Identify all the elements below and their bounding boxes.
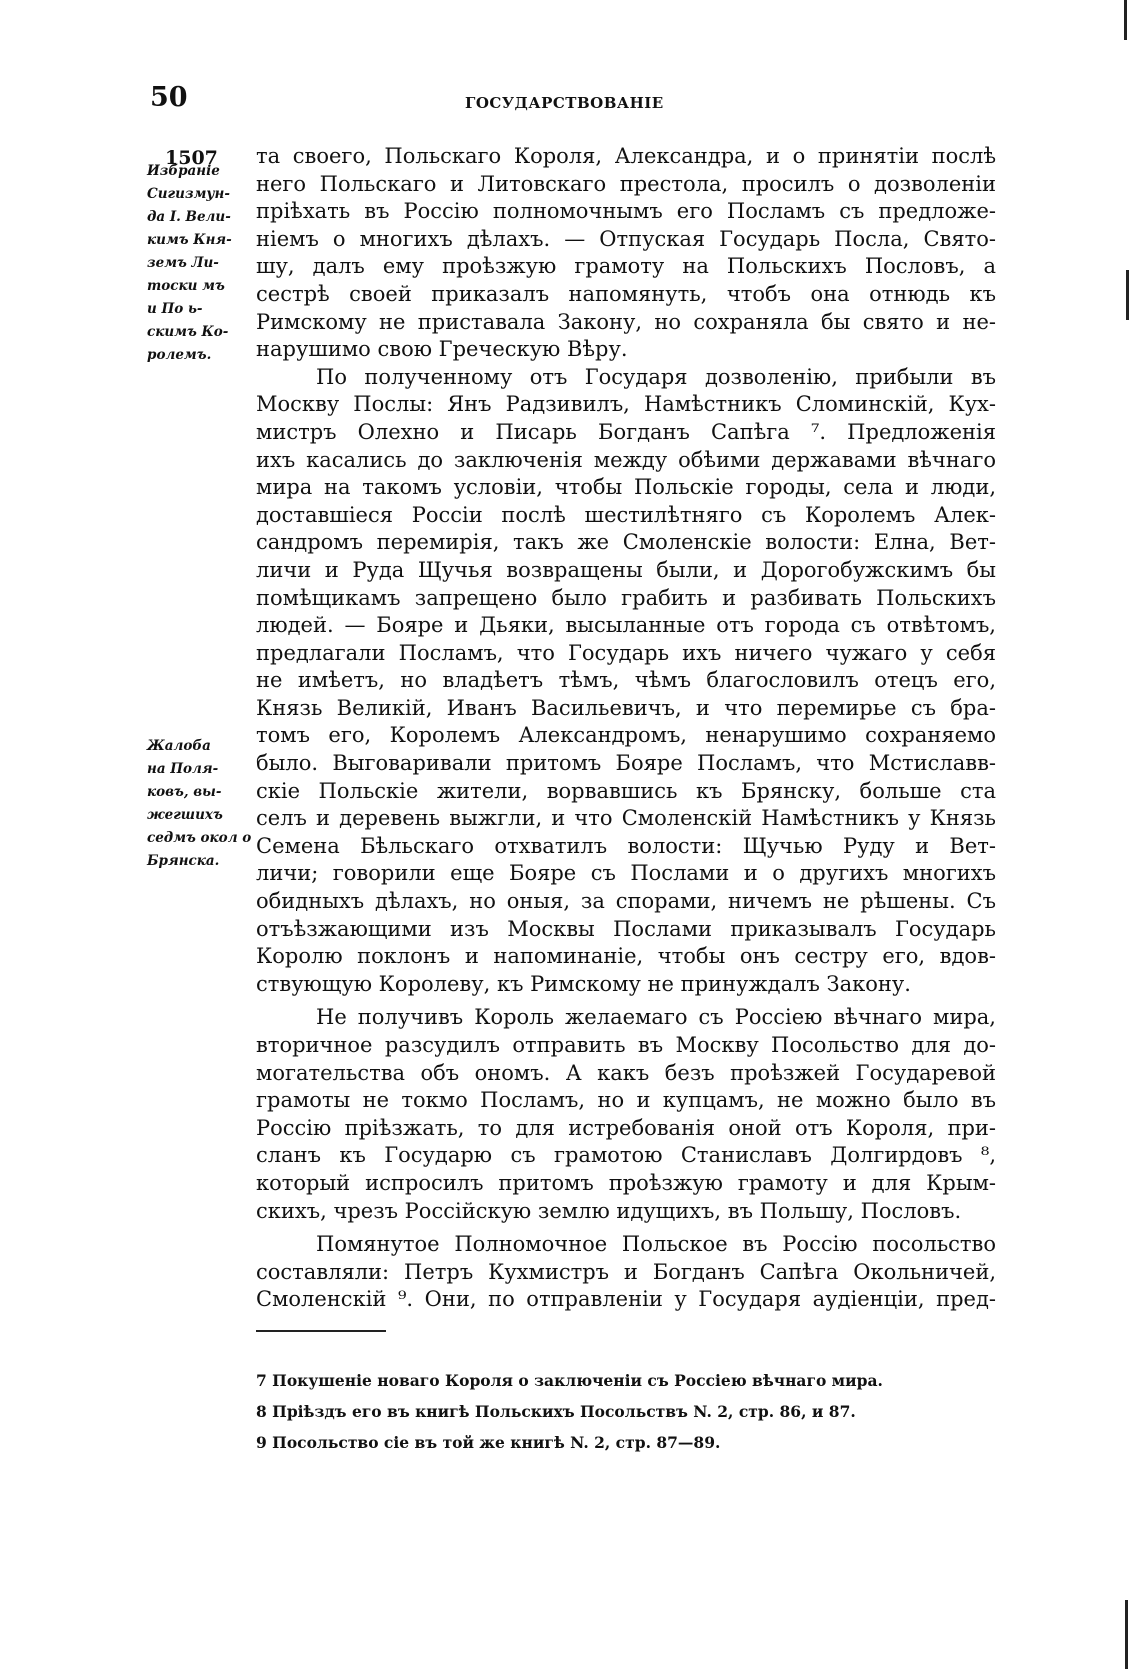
text-line: Семена Бѣльскаго отхватилъ волости: Щучью Руду и Вет- [256,833,996,858]
text-line: помѣщикамъ запрещено было грабить и разбивать Польскихъ [256,585,996,610]
text-line: томъ его, Королемъ Александромъ, ненарушимо сохраняемо [256,723,996,748]
text-line: та своего, Польскаго Короля, Александра, и о принятіи послѣ [256,144,996,168]
main-text [256,143,996,1314]
footnote: 9 Посольство сіе въ той же книгѣ N. 2, стр. 87—89. [256,1433,721,1452]
margin-note-line: жегшихъ [147,807,223,823]
running-head: ГОСУДАРСТВОВАНІЕ [465,94,664,112]
margin-note-line: кимъ Кня- [147,232,232,248]
footnote: 7 Покушеніе новаго Короля о заключеніи съ Россіею вѣчнаго мира. [256,1371,883,1390]
text-line: селъ и деревень выжгли, и что Смоленскій Намѣстникъ у Князь [256,806,996,831]
text-line: нарушимо свою Греческую Вѣру. [256,337,628,362]
text-line: людей. — Бояре и Дьяки, высыланные отъ города съ отвѣтомъ, [256,613,996,638]
footnotes [256,1365,996,1458]
text-line: мистръ Олехно и Писарь Богданъ Сапѣга ⁷. Предложенія [256,419,996,444]
text-line: шу, далъ ему проѣзжую грамоту на Польскихъ Пословъ, а [256,254,996,279]
text-line: ихъ касались до заключенія между обѣими державами вѣчнаго [256,447,996,472]
text-line: личи и Руда Щучья возвращены были, и Дорогобужскимъ бы [256,557,996,582]
text-line: ствующую Королеву, къ Римскому не принуждалъ Закону. [256,971,911,996]
text-line: личи; говорили еще Бояре съ Послами и о другихъ многихъ [256,861,996,886]
text-line: пріѣхать въ Россію полномочнымъ его Посламъ съ предложе- [256,199,996,224]
margin-note-line: Избраніе [147,163,220,179]
text-line: скіе Польскіе жители, ворвавшись къ Брянску, больше ста [256,778,996,803]
margin-note-line: Сигизмун- [147,186,230,202]
text-line: вторичное разсудилъ отправить въ Москву Посольство для до- [256,1033,996,1057]
text-line: который испросилъ притомъ проѣзжую грамоту и для Крым- [256,1170,996,1195]
text-line: него Польскаго и Литовскаго престола, просилъ о дозволеніи [256,171,996,196]
scan-edge-mark [1125,1600,1128,1669]
margin-note-line: седмъ окол о [147,830,252,846]
margin-note-line: Жалоба [147,738,211,754]
margin-note-line: Брянска. [147,853,220,869]
text-line: По полученному отъ Государя дозволенію, прибыли въ [316,364,996,389]
text-line: мира на такомъ условіи, чтобы Польскіе городы, села и люди, [256,475,996,500]
text-line: Смоленскій ⁹. Они, по отправленіи у Государя аудіенціи, пред- [256,1287,996,1312]
text-line: Помянутое Полномочное Польское въ Россію посольство [316,1232,996,1257]
margin-note-line: на Поля- [147,761,219,777]
footnote-rule [256,1330,386,1332]
margin-note-line: ролемъ. [147,347,212,363]
margin-note-complaint [147,735,251,873]
text-line: грамоты не токмо Посламъ, но и купцамъ, не можно было въ [256,1088,996,1113]
text-line: скихъ, чрезъ Россійскую землю идущихъ, въ Польшу, Пословъ. [256,1198,962,1223]
text-line: Королю поклонъ и напоминаніе, чтобы онъ сестру его, вдов- [256,944,996,969]
text-line: Россію пріѣзжать, то для истребованія оной отъ Короля, при- [256,1115,996,1140]
text-line: Князь Великій, Иванъ Васильевичъ, и что перемирье съ бра- [256,695,996,720]
text-line: не имѣетъ, но владѣетъ тѣмъ, чѣмъ благословилъ отецъ его, [256,668,996,693]
margin-note-line: и По ь- [147,301,203,317]
text-line: было. Выговаривали притомъ Бояре Посламъ, что Мстиславв- [256,751,996,776]
text-line: Римскому не приставала Закону, но сохраняла бы свято и не- [256,309,996,334]
text-line: ніемъ о многихъ дѣлахъ. — Отпуская Государь Посла, Свято- [256,226,996,251]
text-line: отъѣзжающими изъ Москвы Послами приказывалъ Государь [256,916,996,941]
scan-edge-mark [1124,0,1127,40]
text-line: Москву Послы: Янъ Радзивилъ, Намѣстникъ Сломинскій, Кух- [256,392,996,417]
margin-note-line: ковъ, вы- [147,784,222,800]
text-line: доставшіеся Россіи послѣ шестилѣтняго съ Королемъ Алек- [256,502,996,527]
text-line: сестрѣ своей приказалъ напомянуть, чтобъ она отнюдь къ [256,281,996,306]
margin-note-line: тоски мъ [147,278,225,294]
text-line: предлагали Посламъ, что Государь ихъ ничего чужаго у себя [256,640,996,665]
footnote: 8 Пріѣздъ его въ книгѣ Польскихъ Посольствъ N. 2, стр. 86, и 87. [256,1402,856,1421]
page-number: 50 [150,82,188,113]
margin-year: 1507 [165,147,218,169]
text-line: Не получивъ Король желаемаго съ Россіею вѣчнаго мира, [316,1005,996,1030]
text-line: обидныхъ дѣлахъ, но оныя, за спорами, ничемъ не рѣшены. Съ [256,889,996,914]
text-line: сланъ къ Государю съ грамотою Станиславъ Долгирдовъ ⁸, [256,1143,996,1168]
text-line: сандромъ перемирія, такъ же Смоленскіе волости: Елна, Вет- [256,530,996,555]
margin-note-line: земъ Ли- [147,255,219,271]
margin-note-line: да I. Вели- [147,209,231,225]
margin-note-line: скимъ Ко- [147,324,229,340]
margin-note-election [147,160,251,367]
text-line: могательства объ ономъ. А какъ безъ проѣзжей Государевой [256,1060,996,1085]
text-line: составляли: Петръ Кухмистръ и Богданъ Сапѣга Окольничей, [256,1259,996,1284]
scan-edge-mark [1126,270,1129,320]
